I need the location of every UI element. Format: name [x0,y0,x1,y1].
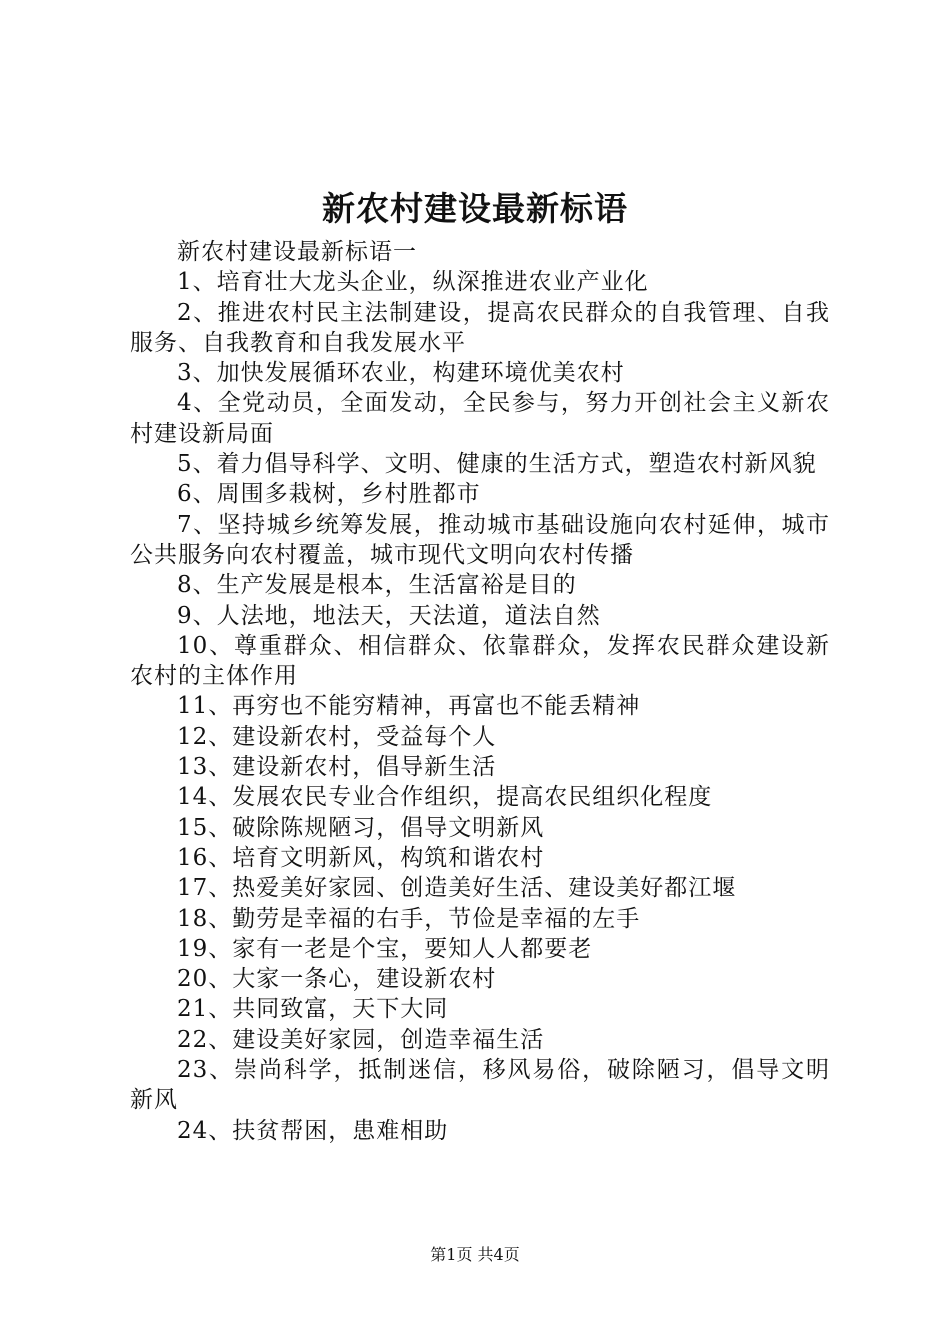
paragraph: 13、建设新农村，倡导新生活 [177,754,497,781]
paragraph: 1、培育壮大龙头企业，纵深推进农业产业化 [177,269,649,296]
paragraph: 新农村建设最新标语一 [177,239,417,265]
paragraph: 10、尊重群众、相信群众、依靠群众，发挥农民群众建设新农村的主体作用 [130,632,830,690]
paragraph: 21、共同致富，天下大同 [177,996,449,1023]
paragraph: 18、勤劳是幸福的右手，节俭是幸福的左手 [177,905,641,932]
paragraph: 8、生产发展是根本，生活富裕是目的 [177,572,577,599]
paragraph: 17、热爱美好家园、创造美好生活、建设美好都江堰 [177,875,737,902]
paragraph: 4、全党动员，全面发动，全民参与，努力开创社会主义新农村建设新局面 [130,390,830,447]
paragraph: 24、扶贫帮困，患难相助 [177,1117,449,1144]
paragraph: 12、建设新农村，受益每个人 [177,723,497,750]
paragraph: 6、周围多栽树，乡村胜都市 [177,481,481,508]
paragraph: 19、家有一老是个宝，要知人人都要老 [177,935,593,962]
paragraph: 3、加快发展循环农业，构建环境优美农村 [177,360,625,387]
paragraph: 16、培育文明新风，构筑和谐农村 [177,844,545,871]
paragraph: 22、建设美好家园，创造幸福生活 [177,1026,545,1053]
paragraph: 23、崇尚科学，抵制迷信，移风易俗，破除陋习，倡导文明新风 [130,1057,830,1114]
paragraph: 7、坚持城乡统筹发展，推动城市基础设施向农村延伸，城市公共服务向农村覆盖，城市现代文明向农村传播 [130,511,830,568]
paragraph: 9、人法地，地法天，天法道，道法自然 [177,602,601,629]
paragraph: 14、发展农民专业合作组织，提高农民组织化程度 [177,784,713,811]
document-title: 新农村建设最新标语 [322,189,628,228]
paragraph: 2、推进农村民主法制建设，提高农民群众的自我管理、自我服务、自我教育和自我发展水平 [130,299,830,356]
paragraph: 20、大家一条心，建设新农村 [177,966,497,993]
paragraph: 11、再穷也不能穷精神，再富也不能丢精神 [177,693,641,720]
paragraph: 15、破除陈规陋习，倡导文明新风 [177,814,545,841]
document-body [130,237,830,1146]
page-footer: 第1页 共4页 [430,1245,520,1264]
paragraph: 5、着力倡导科学、文明、健康的生活方式，塑造农村新风貌 [177,451,817,478]
